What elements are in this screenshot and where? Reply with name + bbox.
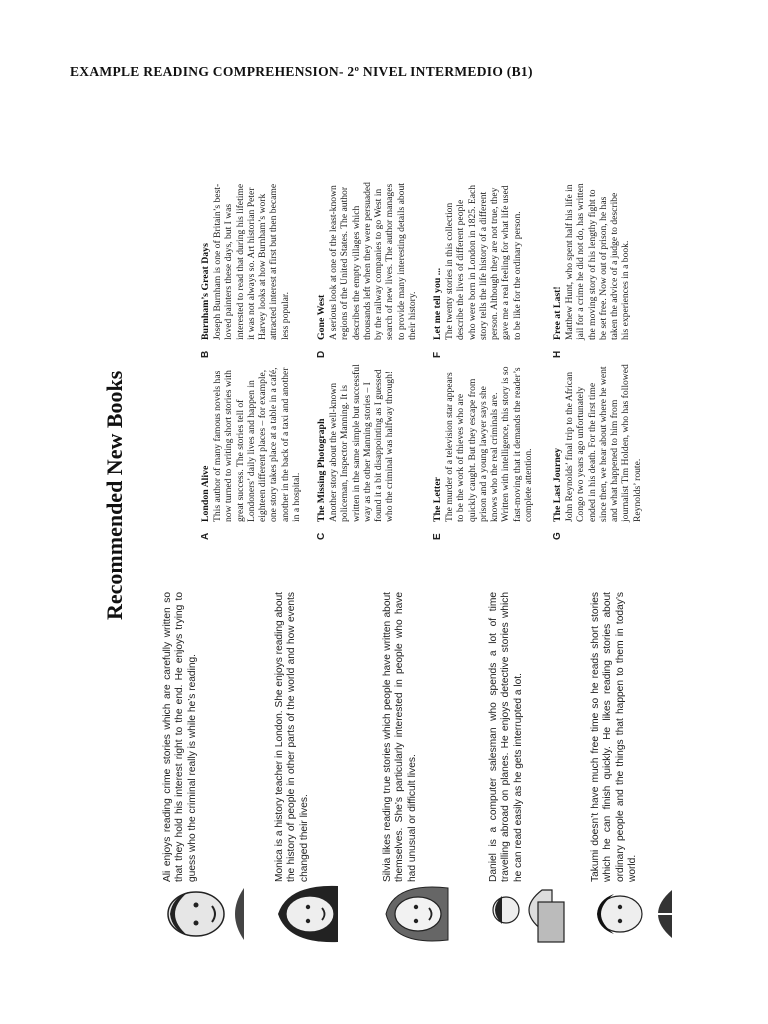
book-letter: H bbox=[552, 350, 563, 358]
book-letter: G bbox=[552, 532, 563, 540]
person-monica-text: Monica is a history teacher in London. She enjoys reading about the history of people in other parts of the world and how events changed their lives. bbox=[274, 592, 310, 882]
book-letter: A bbox=[200, 532, 211, 540]
books-grid bbox=[200, 180, 670, 540]
page-title: EXAMPLE READING COMPREHENSION- 2º NIVEL INTERMEDIO (B1) bbox=[70, 64, 533, 79]
portrait-monica-icon bbox=[268, 878, 356, 950]
book-description: The twenty stories in this collection describe the lives of different people who were born in London in 1825. Each story tells the life history of a different person. Although they are not true, they gave me a real feeling for what life used to be like for the ordinary person. bbox=[444, 184, 523, 340]
people-column bbox=[82, 592, 672, 960]
book-description: Another story about the well-known policeman, Inspector Manning. It is written in the same simple but successful way as the other Manning stories – I found it a bit disappointing as I guessed who the criminal was halfway through! bbox=[328, 364, 396, 522]
book-letter: B bbox=[200, 350, 211, 358]
rotated-exam-sheet bbox=[82, 180, 672, 960]
person-daniel-text: Daniel is a computer salesman who spends a lot of time travelling abroad on planes. He enjoys detective stories which he can read easily as he gets interrupted a lot. bbox=[488, 592, 524, 882]
book-letter: F bbox=[432, 351, 443, 358]
portrait-ali-icon bbox=[156, 878, 244, 950]
portrait-silvia-icon bbox=[376, 878, 464, 950]
book-title: The Letter bbox=[432, 477, 443, 522]
book-title: Burnham’s Great Days bbox=[200, 243, 211, 340]
portrait-takumi-icon bbox=[584, 878, 672, 950]
book-letter: C bbox=[316, 532, 327, 540]
portrait-daniel-icon bbox=[482, 878, 570, 950]
sheet-heading: Recommended New Books bbox=[102, 370, 127, 620]
person-silvia-text: Silvia likes reading true stories which people have written about themselves. She’s particularly interested in people who have had unusual or difficult lives. bbox=[382, 592, 418, 882]
book-description: John Reynolds’ final trip to the African Congo two years ago unfortunately ended in his death. For the first time since then, we hear about where he went and what happened to him from journalist Tim Holden, who has followed Reynolds’ route. bbox=[564, 364, 643, 522]
book-title: Gone West bbox=[316, 294, 327, 340]
book-description: A serious look at one of the least-known regions of the United States. The author describes the empty villages which thousands left when they were persuaded by the railway companies to go West in search of new lives. The author manages to provide many interesting details about their history. bbox=[328, 182, 419, 340]
book-description: The murder of a television star appears to be the work of thieves who are quickly caught. But they escape from prison and a young lawyer says she knows who the real criminals are. Written with intelligence, this story is so fast-moving that it demands the reader’s complete attention. bbox=[444, 366, 535, 522]
book-description: This author of many famous novels has now turned to writing short stories with great success. The stories tell of Londoners’ daily lives and happen in eighteen different places – for example, one story takes place at a table in a café, another in the back of a taxi and another in a hospital. bbox=[212, 367, 303, 522]
book-title: Let me tell you ... bbox=[432, 267, 443, 340]
book-title: The Last Journey bbox=[552, 447, 563, 522]
person-takumi-text: Takumi doesn’t have much free time so he reads short stories which he can finish quickly. He likes reading stories about ordinary people and the things that happen to them in today’s world. bbox=[590, 592, 638, 882]
book-description: Matthew Hunt, who spent half his life in jail for a crime he did not do, has written the moving story of his lengthy fight to be set free. Now out of prison, he has taken the advice of a judge to describe his experiences in a book. bbox=[564, 183, 632, 340]
book-letter: E bbox=[432, 533, 443, 540]
book-title: The Missing Photograph bbox=[316, 418, 327, 522]
book-letter: D bbox=[316, 350, 327, 358]
book-description: Joseph Burnham is one of Britain’s best-loved painters these days, but I was interested to read that during his lifetime it was not always so. Art historian Peter Harvey looks at how Burnham’s work attracted interest at first but then became less popular. bbox=[212, 183, 291, 340]
book-title: Free at Last! bbox=[552, 286, 563, 340]
book-title: London Alive bbox=[200, 465, 211, 522]
person-ali-text: Ali enjoys reading crime stories which are carefully written so that they hold his interest right to the end. He enjoys trying to guess who the criminal really is while he’s reading. bbox=[162, 592, 198, 882]
